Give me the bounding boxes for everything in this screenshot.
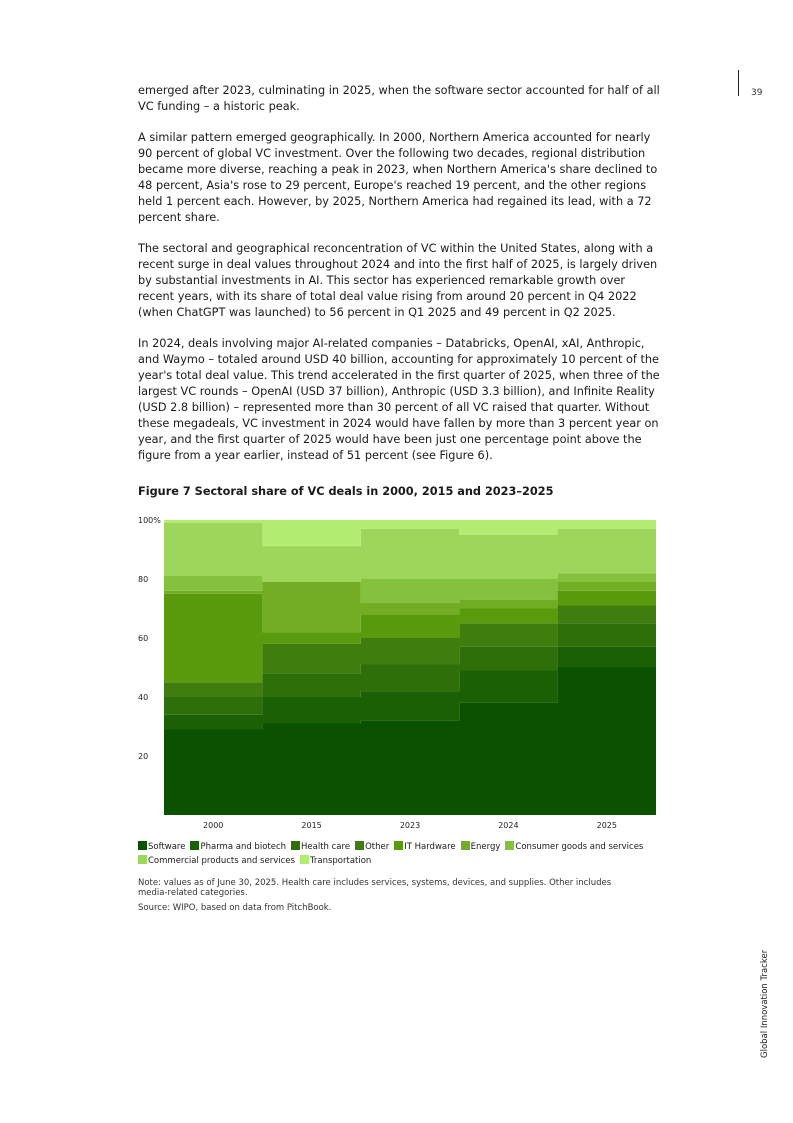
legend-swatch bbox=[300, 855, 309, 864]
legend-swatch bbox=[190, 841, 199, 850]
legend-label: Transportation bbox=[309, 856, 372, 866]
legend-item bbox=[355, 840, 389, 854]
y-tick-label: 40 bbox=[138, 693, 149, 702]
legend-label: Energy bbox=[470, 842, 501, 852]
legend-swatch bbox=[461, 841, 470, 850]
y-tick-label: 20 bbox=[138, 752, 149, 761]
legend-swatch bbox=[291, 841, 300, 850]
figure-note: Note: values as of June 30, 2025. Health care includes services, systems, devices, and supplies. Other includes media-related categories. bbox=[138, 878, 612, 898]
y-tick-label: 60 bbox=[138, 634, 149, 643]
x-tick-label: 2025 bbox=[596, 821, 617, 830]
y-tick-label: 80 bbox=[138, 575, 149, 584]
legend-label: Pharma and biotech bbox=[200, 842, 287, 852]
x-tick-label: 2015 bbox=[301, 821, 322, 830]
legend-item bbox=[138, 854, 295, 868]
body-text bbox=[138, 83, 663, 479]
y-tick-label: 100% bbox=[138, 516, 161, 525]
legend-item bbox=[461, 840, 501, 854]
x-tick-label: 2023 bbox=[399, 821, 421, 830]
side-label: Global Innovation Tracker bbox=[760, 949, 770, 1058]
page-number: 39 bbox=[751, 88, 763, 98]
legend-label: Software bbox=[148, 842, 186, 852]
y-axis-ticks bbox=[138, 516, 161, 761]
page-rule bbox=[738, 70, 739, 96]
legend-label: Commercial products and services bbox=[148, 856, 295, 866]
legend-label: Other bbox=[365, 842, 390, 852]
figure-source: Source: WIPO, based on data from PitchBook. bbox=[138, 903, 332, 913]
legend-item bbox=[291, 840, 350, 854]
chart-areas bbox=[164, 520, 656, 815]
x-axis-ticks bbox=[203, 821, 617, 830]
figure-title: Figure 7 Sectoral share of VC deals in 2000, 2015 and 2023–2025 bbox=[138, 485, 554, 498]
legend-swatch bbox=[138, 855, 147, 864]
legend-item bbox=[190, 840, 286, 854]
x-tick-label: 2024 bbox=[498, 821, 519, 830]
legend-label: Consumer goods and services bbox=[515, 842, 644, 852]
legend-item bbox=[300, 854, 371, 868]
legend-swatch bbox=[138, 841, 147, 850]
legend-label: Health care bbox=[301, 842, 351, 852]
legend-swatch bbox=[355, 841, 364, 850]
legend-swatch bbox=[505, 841, 514, 850]
legend-item bbox=[138, 840, 185, 854]
legend-item bbox=[394, 840, 455, 854]
x-tick-label: 2000 bbox=[203, 821, 224, 830]
legend-swatch bbox=[394, 841, 403, 850]
legend-label: IT Hardware bbox=[404, 842, 456, 852]
sectoral-share-chart bbox=[134, 512, 664, 832]
paragraph-3: The sectoral and geographical reconcentration of VC within the United States, along with a recent surge in deal values throughout 2024 and into the first half of 2025, is largely driven by substantial investments in AI. This sector has experienced remarkable growth over recent years, with its share of total deal value rising from around 20 percent in Q4 2022 (when ChatGPT was launched) to 56 percent in Q1 2025 and 49 percent in Q2 2025. bbox=[138, 242, 658, 319]
legend-item bbox=[505, 840, 643, 854]
paragraph-4: In 2024, deals involving major AI-related companies – Databricks, OpenAI, xAI, Anthropic, and Waymo – totaled around USD 40 billion, accounting for approximately 10 percent of the year's total deal value. This trend accelerated in the first quarter of 2025, when three of the largest VC rounds – OpenAI (USD 37 billion), Anthropic (USD 3.3 billion), and Infinite Reality (USD 2.8 billion) – represented more than 30 percent of all VC raised that quarter. Without these megadeals, VC investment in 2024 would have fallen by more than 3 percent year on year, and the first quarter of 2025 would have been just one percentage point above the figure from a year earlier, instead of 51 percent (see Figure 6). bbox=[138, 337, 660, 462]
paragraph-1: emerged after 2023, culminating in 2025, when the software sector accounted for half of all VC funding – a historic peak. bbox=[138, 84, 660, 113]
paragraph-2: A similar pattern emerged geographically. In 2000, Northern America accounted for nearly 90 percent of global VC investment. Over the following two decades, regional distribution became more diverse, reaching a peak in 2023, when Northern America's share declined to 48 percent, Asia's rose to 29 percent, Europe's reached 19 percent, and the other regions held 1 percent each. However, by 2025, Northern America had regained its lead, with a 72 percent share. bbox=[138, 131, 658, 224]
chart-legend bbox=[138, 840, 658, 868]
